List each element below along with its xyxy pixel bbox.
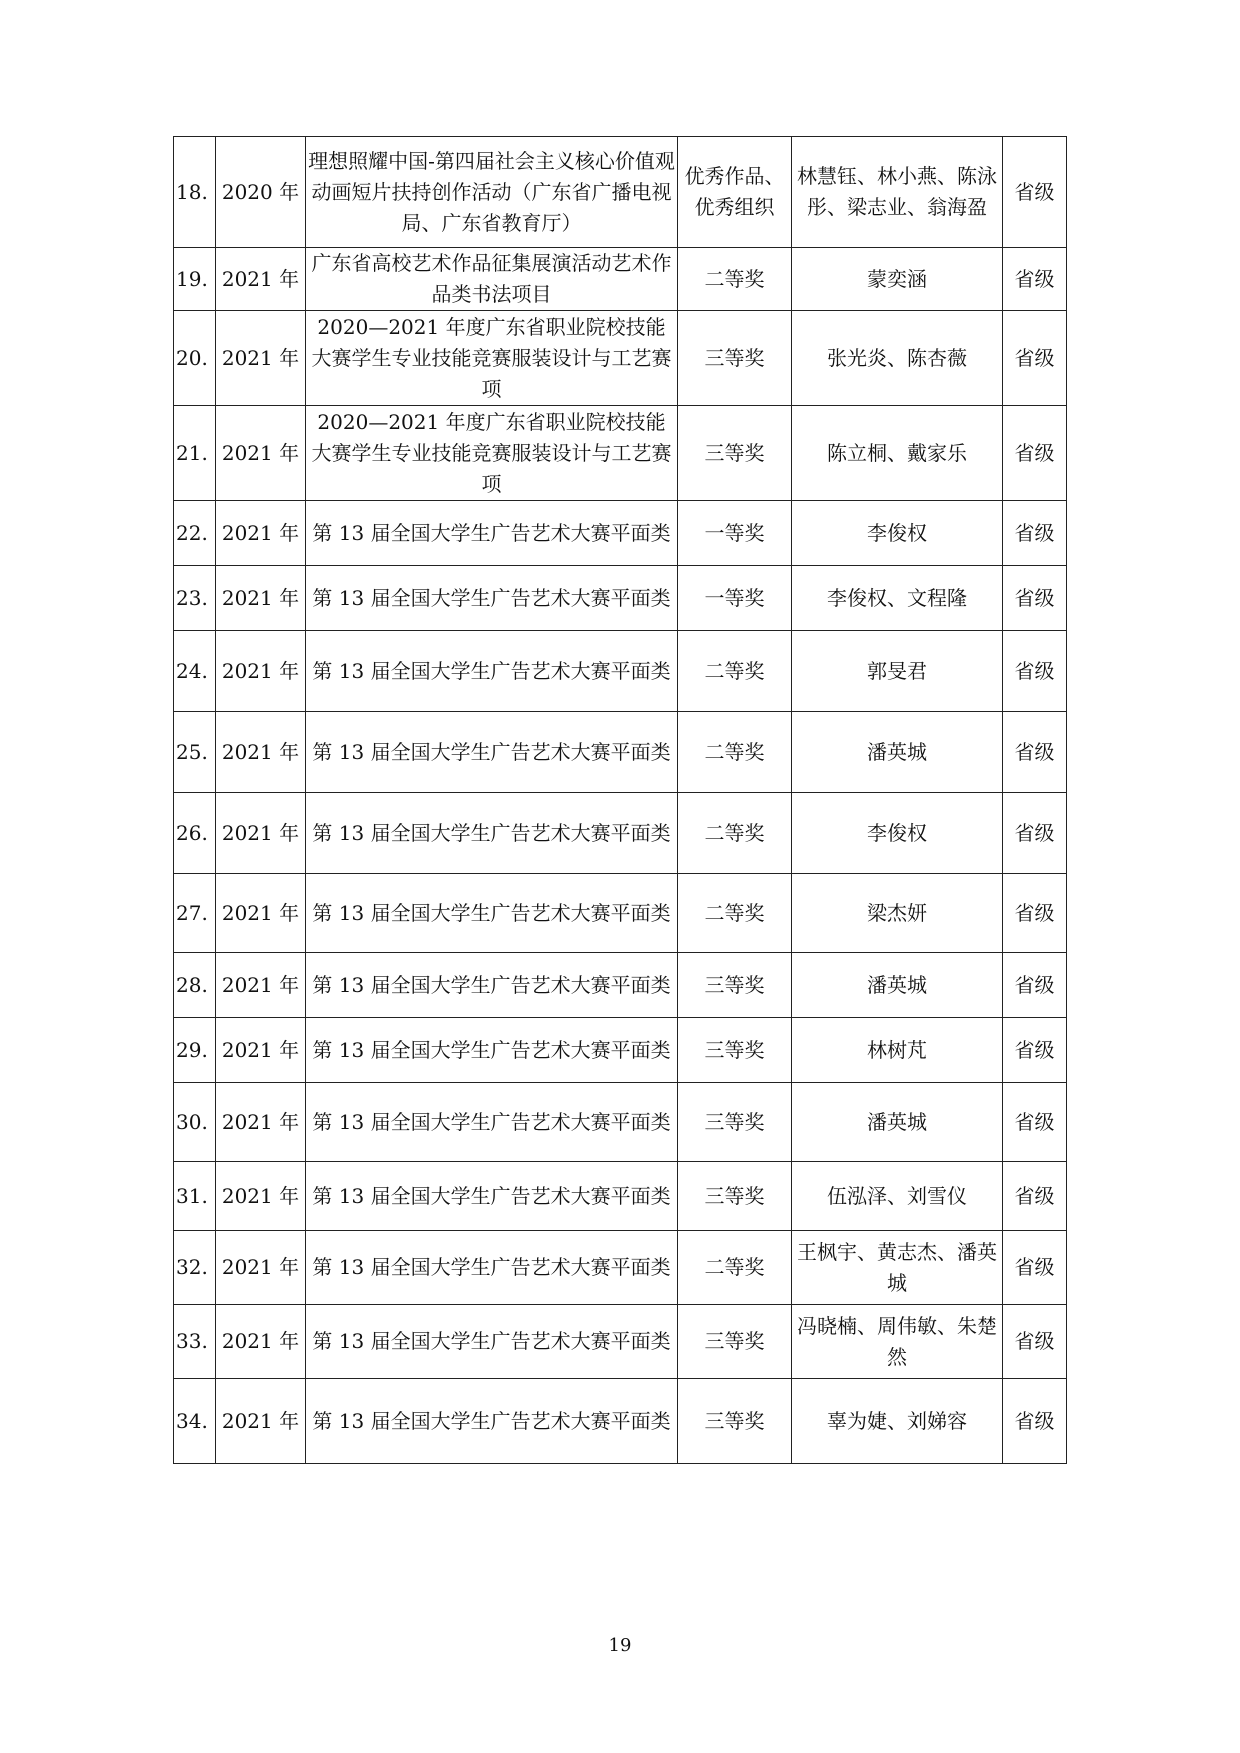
project-cell: 第 13 届全国大学生广告艺术大赛平面类	[306, 874, 678, 953]
award-cell: 二等奖	[678, 793, 792, 874]
table-row	[174, 248, 1067, 311]
names-cell: 陈立桐、戴家乐	[792, 406, 1003, 501]
table-row	[174, 874, 1067, 953]
project-cell: 理想照耀中国-第四届社会主义核心价值观动画短片扶持创作活动（广东省广播电视局、广东省教育厅）	[306, 137, 678, 248]
row-index: 25.	[174, 712, 216, 793]
award-cell: 一等奖	[678, 566, 792, 631]
names-cell: 伍泓泽、刘雪仪	[792, 1162, 1003, 1231]
award-cell: 三等奖	[678, 953, 792, 1018]
year-cell: 2021 年	[216, 1231, 306, 1305]
project-cell: 第 13 届全国大学生广告艺术大赛平面类	[306, 953, 678, 1018]
row-index: 19.	[174, 248, 216, 311]
level-cell: 省级	[1003, 566, 1067, 631]
level-cell: 省级	[1003, 874, 1067, 953]
names-cell: 潘英城	[792, 712, 1003, 793]
row-index: 33.	[174, 1305, 216, 1379]
award-cell: 二等奖	[678, 248, 792, 311]
award-cell: 优秀作品、优秀组织	[678, 137, 792, 248]
names-cell: 郭旻君	[792, 631, 1003, 712]
row-index: 28.	[174, 953, 216, 1018]
level-cell: 省级	[1003, 501, 1067, 566]
award-cell: 三等奖	[678, 1018, 792, 1083]
row-index: 21.	[174, 406, 216, 501]
page-number: 19	[608, 1635, 632, 1656]
project-cell: 第 13 届全国大学生广告艺术大赛平面类	[306, 566, 678, 631]
names-cell: 李俊权	[792, 793, 1003, 874]
table-row	[174, 793, 1067, 874]
names-cell: 林树芃	[792, 1018, 1003, 1083]
project-cell: 第 13 届全国大学生广告艺术大赛平面类	[306, 1018, 678, 1083]
names-cell: 梁杰妍	[792, 874, 1003, 953]
names-cell: 李俊权	[792, 501, 1003, 566]
year-cell: 2021 年	[216, 953, 306, 1018]
project-cell: 第 13 届全国大学生广告艺术大赛平面类	[306, 793, 678, 874]
table-row	[174, 501, 1067, 566]
project-cell: 第 13 届全国大学生广告艺术大赛平面类	[306, 712, 678, 793]
level-cell: 省级	[1003, 631, 1067, 712]
project-cell: 第 13 届全国大学生广告艺术大赛平面类	[306, 1379, 678, 1464]
year-cell: 2021 年	[216, 712, 306, 793]
awards-table-body	[174, 137, 1067, 1464]
year-cell: 2021 年	[216, 1018, 306, 1083]
level-cell: 省级	[1003, 1083, 1067, 1162]
level-cell: 省级	[1003, 953, 1067, 1018]
row-index: 18.	[174, 137, 216, 248]
level-cell: 省级	[1003, 406, 1067, 501]
project-cell: 第 13 届全国大学生广告艺术大赛平面类	[306, 1231, 678, 1305]
year-cell: 2021 年	[216, 248, 306, 311]
level-cell: 省级	[1003, 712, 1067, 793]
project-cell: 第 13 届全国大学生广告艺术大赛平面类	[306, 501, 678, 566]
row-index: 22.	[174, 501, 216, 566]
year-cell: 2021 年	[216, 793, 306, 874]
award-cell: 三等奖	[678, 406, 792, 501]
project-cell: 2020—2021 年度广东省职业院校技能大赛学生专业技能竞赛服装设计与工艺赛项	[306, 406, 678, 501]
year-cell: 2021 年	[216, 1379, 306, 1464]
level-cell: 省级	[1003, 793, 1067, 874]
names-cell: 张光炎、陈杏薇	[792, 311, 1003, 406]
project-cell: 第 13 届全国大学生广告艺术大赛平面类	[306, 1162, 678, 1231]
row-index: 26.	[174, 793, 216, 874]
table-row	[174, 137, 1067, 248]
row-index: 30.	[174, 1083, 216, 1162]
award-cell: 三等奖	[678, 1162, 792, 1231]
project-cell: 第 13 届全国大学生广告艺术大赛平面类	[306, 631, 678, 712]
names-cell: 潘英城	[792, 1083, 1003, 1162]
table-row	[174, 712, 1067, 793]
row-index: 31.	[174, 1162, 216, 1231]
table-row	[174, 1379, 1067, 1464]
table-row	[174, 1162, 1067, 1231]
row-index: 34.	[174, 1379, 216, 1464]
row-index: 23.	[174, 566, 216, 631]
award-cell: 一等奖	[678, 501, 792, 566]
level-cell: 省级	[1003, 311, 1067, 406]
names-cell: 蒙奕涵	[792, 248, 1003, 311]
project-cell: 第 13 届全国大学生广告艺术大赛平面类	[306, 1305, 678, 1379]
names-cell: 林慧钰、林小燕、陈泳彤、梁志业、翁海盈	[792, 137, 1003, 248]
year-cell: 2020 年	[216, 137, 306, 248]
table-row	[174, 311, 1067, 406]
table-row	[174, 566, 1067, 631]
level-cell: 省级	[1003, 1162, 1067, 1231]
year-cell: 2021 年	[216, 1162, 306, 1231]
year-cell: 2021 年	[216, 1083, 306, 1162]
row-index: 27.	[174, 874, 216, 953]
table-row	[174, 406, 1067, 501]
year-cell: 2021 年	[216, 406, 306, 501]
awards-table	[173, 136, 1067, 1464]
project-cell: 第 13 届全国大学生广告艺术大赛平面类	[306, 1083, 678, 1162]
year-cell: 2021 年	[216, 311, 306, 406]
row-index: 24.	[174, 631, 216, 712]
level-cell: 省级	[1003, 1379, 1067, 1464]
award-cell: 二等奖	[678, 1231, 792, 1305]
table-row	[174, 631, 1067, 712]
table-row	[174, 953, 1067, 1018]
table-row	[174, 1231, 1067, 1305]
table-row	[174, 1305, 1067, 1379]
row-index: 29.	[174, 1018, 216, 1083]
award-cell: 二等奖	[678, 631, 792, 712]
year-cell: 2021 年	[216, 874, 306, 953]
level-cell: 省级	[1003, 1305, 1067, 1379]
names-cell: 潘英城	[792, 953, 1003, 1018]
year-cell: 2021 年	[216, 1305, 306, 1379]
names-cell: 李俊权、文程隆	[792, 566, 1003, 631]
level-cell: 省级	[1003, 248, 1067, 311]
year-cell: 2021 年	[216, 631, 306, 712]
names-cell: 冯晓楠、周伟敏、朱楚然	[792, 1305, 1003, 1379]
award-cell: 三等奖	[678, 1305, 792, 1379]
year-cell: 2021 年	[216, 501, 306, 566]
project-cell: 广东省高校艺术作品征集展演活动艺术作品类书法项目	[306, 248, 678, 311]
row-index: 20.	[174, 311, 216, 406]
level-cell: 省级	[1003, 1231, 1067, 1305]
table-row	[174, 1018, 1067, 1083]
award-cell: 三等奖	[678, 1379, 792, 1464]
award-cell: 三等奖	[678, 311, 792, 406]
names-cell: 辜为婕、刘娣容	[792, 1379, 1003, 1464]
year-cell: 2021 年	[216, 566, 306, 631]
table-row	[174, 1083, 1067, 1162]
award-cell: 三等奖	[678, 1083, 792, 1162]
award-cell: 二等奖	[678, 712, 792, 793]
project-cell: 2020—2021 年度广东省职业院校技能大赛学生专业技能竞赛服装设计与工艺赛项	[306, 311, 678, 406]
level-cell: 省级	[1003, 137, 1067, 248]
award-cell: 二等奖	[678, 874, 792, 953]
names-cell: 王枫宇、黄志杰、潘英城	[792, 1231, 1003, 1305]
row-index: 32.	[174, 1231, 216, 1305]
level-cell: 省级	[1003, 1018, 1067, 1083]
